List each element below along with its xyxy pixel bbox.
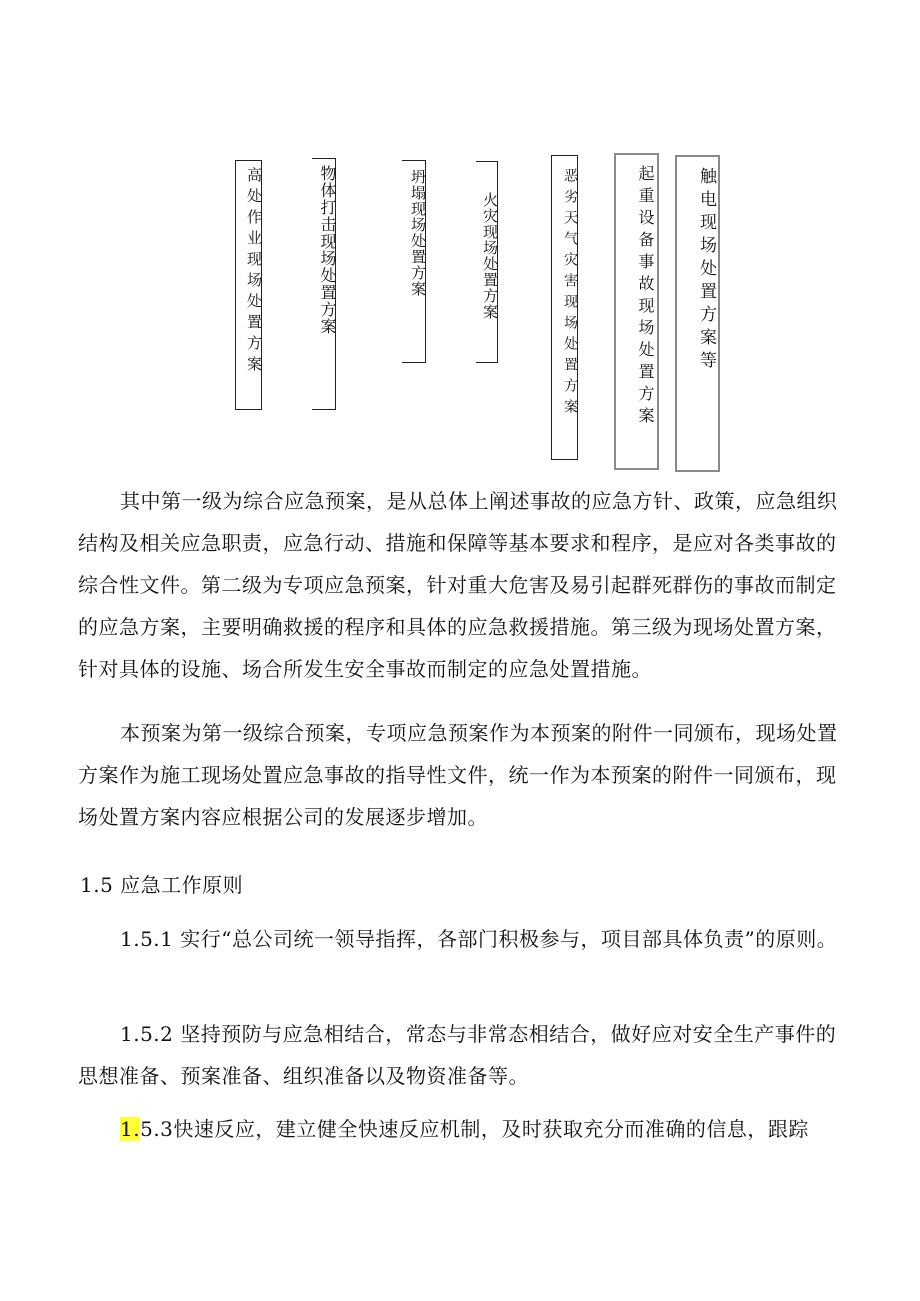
box-severe-weather: 恶劣天气灾害现场处置方案 xyxy=(551,155,578,460)
box-collapse: 坍塌现场处置方案 xyxy=(402,160,426,363)
box-fire: 火灾现场处置方案 xyxy=(476,161,498,363)
paragraph-levels: 其中第一级为综合应急预案，是从总体上阐述事故的应急方针、政策，应急组织结构及相关应急职责，应急行动、措施和保障等基本要求和程序，是应对各类事故的综合性文件。第二级为专项应急预案，针对重大危害及易引起群死群伤的事故而制定的应急方案，主要明确救援的程序和具体的应急救援措施。第三级为现场处置方案，针对具体的设施、场合所发生安全事故而制定的应急处置措施。 xyxy=(78,489,838,681)
box-object-strike: 物体打击现场处置方案 xyxy=(312,158,336,410)
section-heading: 1.5 应急工作原则 xyxy=(80,873,244,897)
box-high-altitude-work: 高处作业现场处置方案 xyxy=(235,160,262,410)
principle-3-text: 5.3快速反应，建立健全快速反应机制，及时获取充分而准确的信息，跟踪 xyxy=(140,1117,809,1141)
box-lifting-equipment: 起重设备事故现场处置方案 xyxy=(614,153,659,470)
principle-2: 1.5.2 坚持预防与应急相结合，常态与非常态相结合，做好应对安全生产事件的思想准备、预案准备、组织准备以及物资准备等。 xyxy=(78,1022,837,1088)
principle-1: 1.5.1 实行“总公司统一领导指挥，各部门积极参与，项目部具体负责”的原则。 xyxy=(120,927,838,951)
paragraph-plan-scope: 本预案为第一级综合预案，专项应急预案作为本预案的附件一同颁布，现场处置方案作为施工现场处置应急事故的指导性文件，统一作为本预案的附件一同颁布，现场处置方案内容应根据公司的发展逐步增加。 xyxy=(78,721,838,829)
principle-3 xyxy=(78,1108,852,1150)
box-electric-shock: 触电现场处置方案等 xyxy=(675,155,720,472)
highlight-mark: 1. xyxy=(120,1117,141,1141)
